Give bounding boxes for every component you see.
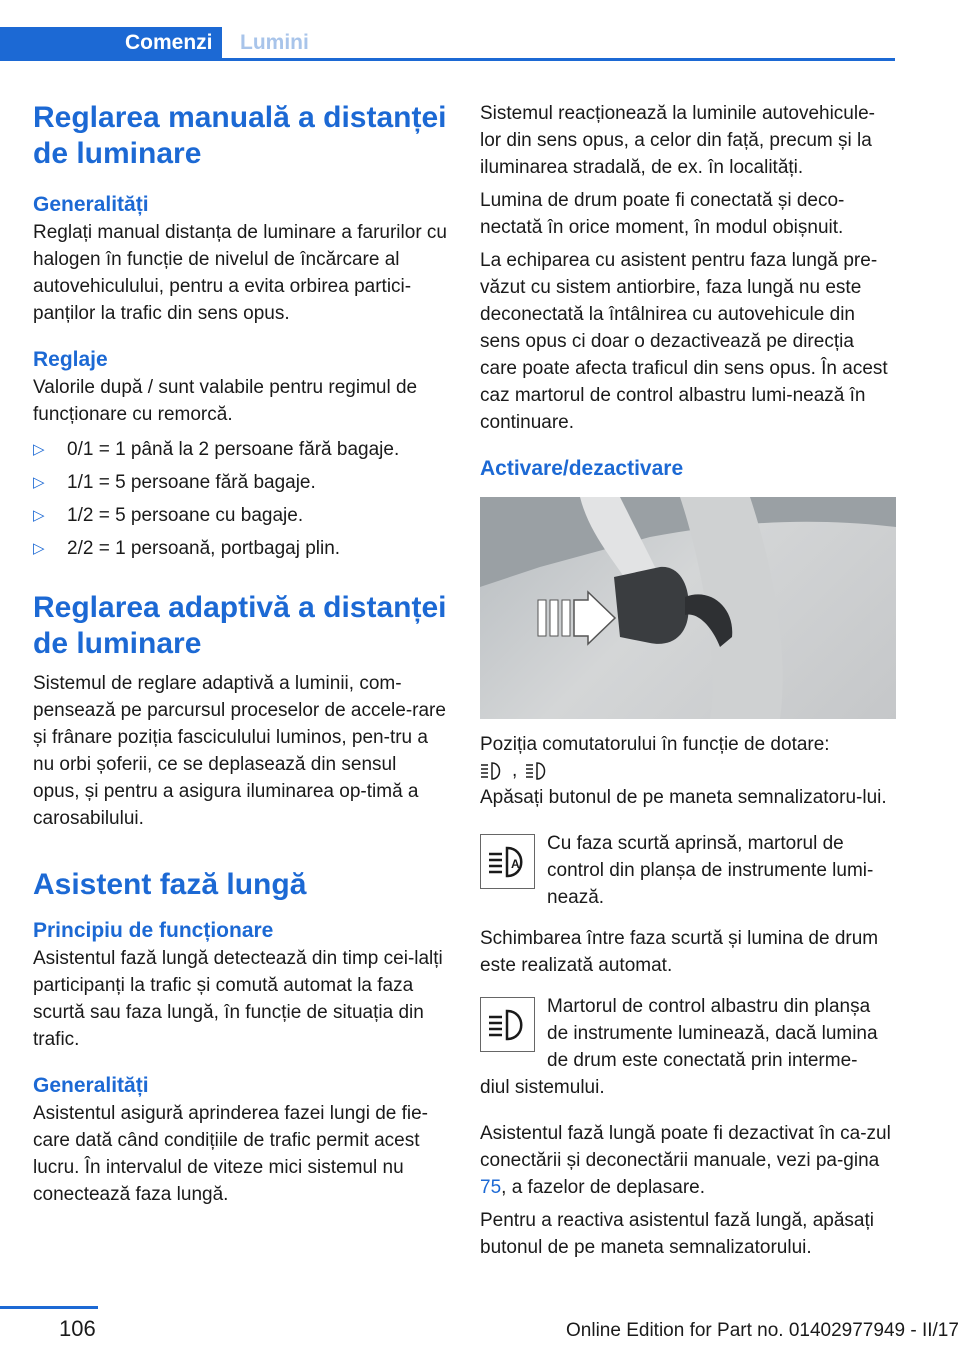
paragraph-deactivate: Asistentul fază lungă poate fi dezactivat în ca-zul conectării și deconectării manuale, vezi pa-gina 75, a fazelor de deplasare. bbox=[480, 1123, 891, 1198]
note-high-beam-text: Martorul de control albastru din planșa de instrumente luminează, dacă lumina de drum este conectată prin interme- bbox=[547, 996, 878, 1071]
right-column bbox=[480, 100, 896, 1261]
paragraph-reaction: Sistemul reacționează la luminile autovehicule-lor din sens opus, a celor din față, precum și la iluminarea stradală, de ex. în localități. bbox=[480, 103, 875, 178]
page-number: 106 bbox=[59, 1316, 96, 1341]
paragraph-manual: Reglați manual distanța de luminare a farurilor cu halogen în funcție de nivelul de încărcare al autovehiculului, pentru a evita orbirea partici-panților la trafic din sens opus. bbox=[33, 222, 447, 324]
paragraph-auto-switch: Schimbarea între faza scurtă și lumina de drum este realizată automat. bbox=[480, 928, 879, 976]
settings-list bbox=[33, 436, 448, 568]
note-low-beam-text: Cu faza scurtă aprinsă, martorul de control din planșa de instrumente lumi-nează. bbox=[547, 833, 874, 908]
paragraph-reglaje: Valorile după / sunt valabile pentru regimul de funcționare cu remorcă. bbox=[33, 377, 418, 425]
paragraph-switch-position: Poziția comutatorului în funcție de dotare: bbox=[480, 734, 830, 755]
header-tabs bbox=[0, 27, 895, 61]
paragraph-antiglare: La echiparea cu asistent pentru faza lungă pre-văzut cu sistem antiorbire, faza lungă nu este deconectată la întâlnirea cu autovehicule din sens opus ci doar o dezactivează pe direcția care poate afecta traficul din sens opus. În acest caz martorul de control albastru lumi-nează în continuare. bbox=[480, 250, 888, 433]
high-beam-assist-icon bbox=[480, 760, 504, 782]
paragraph-press-button: Apăsați butonul de pe maneta semnalizatoru-lui. bbox=[480, 787, 887, 808]
icons-separator: , bbox=[512, 760, 518, 781]
triangle-bullet-icon: ▷ bbox=[33, 540, 45, 557]
paragraph-manual-switch: Lumina de drum poate fi conectată și deco-nectată în orice moment, în modul obișnuit. bbox=[480, 190, 845, 238]
subheading-general-2: Generalități bbox=[33, 1074, 149, 1097]
list-item: ▷ 1/2 = 5 persoane cu bagaje. bbox=[33, 502, 448, 535]
paragraph-principle: Asistentul fază lungă detectează din timp cei-lalți participanți la trafic și comută automat la faza scurtă sau faza lungă, în funcție de situația din trafic. bbox=[33, 948, 443, 1050]
paragraph-reactivate: Pentru a reactiva asistentul fază lungă, apăsați butonul de pe maneta semnalizatorului. bbox=[480, 1210, 874, 1258]
list-item: ▷ 0/1 = 1 până la 2 persoane fără bagaje. bbox=[33, 436, 448, 469]
svg-text:A: A bbox=[510, 856, 520, 871]
high-beam-icon bbox=[525, 760, 549, 782]
page-reference-link[interactable]: 75 bbox=[480, 1177, 502, 1198]
turn-signal-lever-photo bbox=[480, 497, 896, 719]
footer-line bbox=[0, 1306, 98, 1309]
heading-high-beam-assist: Asistent fază lungă bbox=[33, 868, 307, 901]
switch-icons-row bbox=[480, 758, 896, 784]
list-item: ▷ 1/1 = 5 persoane fără bagaje. bbox=[33, 469, 448, 502]
left-column bbox=[33, 100, 448, 1208]
high-beam-indicator-icon bbox=[480, 997, 535, 1052]
subheading-activation: Activare/dezactivare bbox=[480, 457, 684, 480]
tab-comenzi[interactable]: Comenzi bbox=[0, 27, 222, 58]
subheading-principle: Principiu de funcționare bbox=[33, 919, 274, 942]
triangle-bullet-icon: ▷ bbox=[33, 474, 45, 491]
triangle-bullet-icon: ▷ bbox=[33, 507, 45, 524]
edition-info: Online Edition for Part no. 01402977949 - II/17 bbox=[566, 1320, 959, 1341]
list-item: ▷ 2/2 = 1 persoană, portbagaj plin. bbox=[33, 535, 448, 568]
note-high-beam-continued: diul sistemului. bbox=[480, 1077, 605, 1098]
subheading-reglaje: Reglaje bbox=[33, 348, 108, 371]
tab-underline bbox=[0, 58, 895, 61]
high-beam-assist-indicator-icon bbox=[480, 834, 535, 889]
note-high-beam bbox=[480, 993, 896, 1074]
paragraph-adaptive: Sistemul de reglare adaptivă a luminii, com-pensează pe parcursul proceselor de accele-rare și frânare poziția fasciculului luminos, pen-tru a nu orbi șoferii, ce se deplasează din sensul opus, și pentru a asigura iluminarea op-timă a carosabilului. bbox=[33, 673, 446, 829]
lever-illustration bbox=[480, 497, 896, 719]
note-low-beam bbox=[480, 830, 896, 911]
subheading-general-1: Generalități bbox=[33, 193, 149, 216]
heading-manual-range: Reglarea manuală a distanței de luminare bbox=[33, 101, 447, 170]
triangle-bullet-icon: ▷ bbox=[33, 441, 45, 458]
heading-adaptive-range: Reglarea adaptivă a distanței de luminare bbox=[33, 591, 447, 660]
tab-lumini[interactable]: Lumini bbox=[240, 31, 309, 54]
paragraph-general-2: Asistentul asigură aprinderea fazei lungi de fie-care dată când condițiile de trafic permit acest lucru. În intervalul de viteze mici sistemul nu conectează faza lungă. bbox=[33, 1103, 429, 1205]
